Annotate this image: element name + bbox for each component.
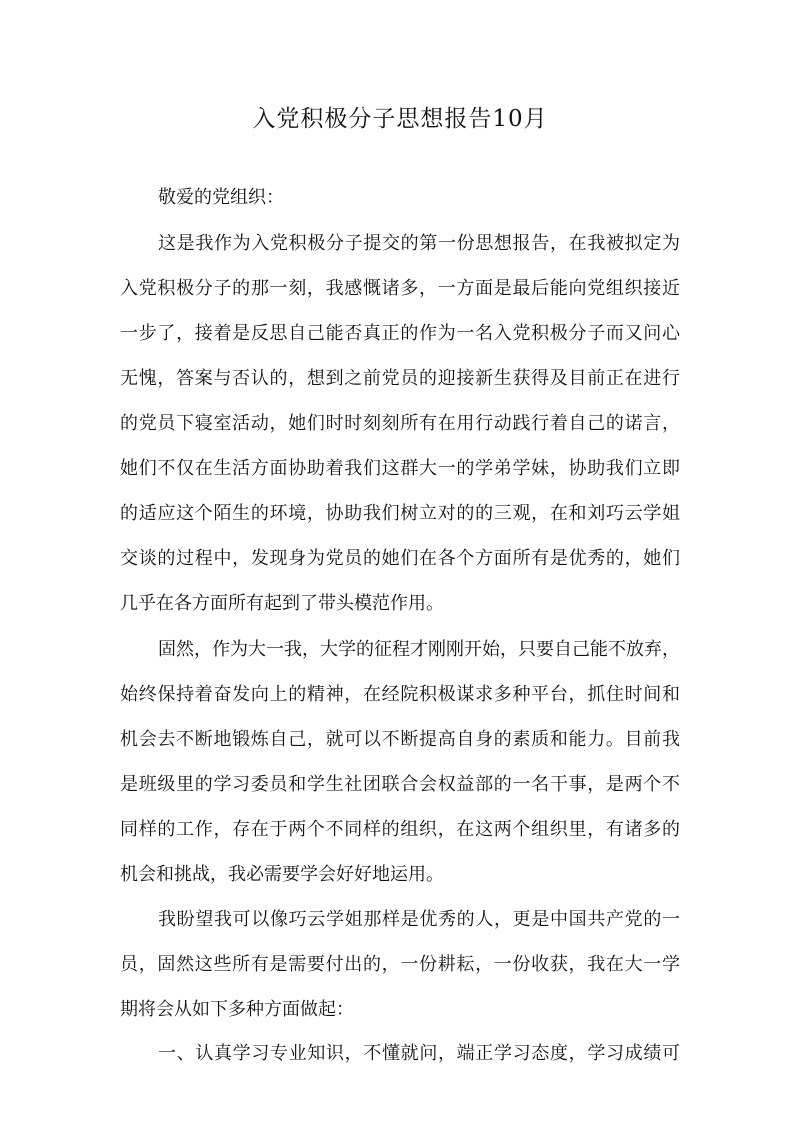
document-title: 入党积极分子思想报告10月 — [252, 106, 548, 132]
paragraph-2-line-4: 是班级里的学习委员和学生社团联合会权益部的一名干事，是两个不 — [120, 774, 680, 795]
paragraph-1-line-1: 这是我作为入党积极分子提交的第一份思想报告，在我被拟定为 — [158, 233, 680, 254]
paragraph-2-line-3: 机会去不断地锻炼自己，就可以不断提高自身的素质和能力。目前我 — [120, 729, 680, 750]
paragraph-1-line-6: 她们不仅在生活方面协助着我们这群大一的学弟学妹，协助我们立即 — [120, 458, 680, 479]
paragraph-2-line-6: 机会和挑战，我必需要学会好好地运用。 — [120, 864, 444, 885]
paragraph-1-line-8: 交谈的过程中，发现身为党员的她们在各个方面所有是优秀的，她们 — [120, 548, 680, 569]
paragraph-1-line-7: 的适应这个陌生的环境，协助我们树立对的的三观，在和刘巧云学姐 — [120, 503, 680, 524]
salutation: 敬爱的党组织： — [158, 187, 284, 208]
paragraph-2-line-2: 始终保持着奋发向上的精神，在经院积极谋求多种平台，抓住时间和 — [120, 684, 680, 705]
paragraph-1-line-9: 几乎在各方面所有起到了带头模范作用。 — [120, 593, 444, 614]
paragraph-1-line-5: 的党员下寝室活动，她们时时刻刻所有在用行动践行着自己的诺言， — [120, 413, 680, 434]
paragraph-2-line-5: 同样的工作，存在于两个不同样的组织，在这两个组织里，有诸多的 — [120, 819, 680, 840]
paragraph-3-line-2: 员，固然这些所有是需要付出的，一份耕耘，一份收获，我在大一学 — [120, 954, 680, 975]
paragraph-3-line-1: 我盼望我可以像巧云学姐那样是优秀的人，更是中国共产党的一 — [158, 909, 680, 930]
paragraph-1-line-2: 入党积极分子的那一刻，我感慨诸多，一方面是最后能向党组织接近 — [120, 278, 680, 299]
paragraph-1-line-4: 无愧，答案与否认的，想到之前党员的迎接新生获得及目前正在进行 — [120, 368, 680, 389]
paragraph-4-line-1: 一、认真学习专业知识，不懂就问，端正学习态度，学习成绩可 — [158, 1043, 680, 1064]
paragraph-1-line-3: 一步了，接着是反思自己能否真正的作为一名入党积极分子而又问心 — [120, 323, 680, 344]
paragraph-2-line-1: 固然，作为大一我，大学的征程才刚刚开始，只要自己能不放弃， — [158, 639, 680, 660]
paragraph-3-line-3: 期将会从如下多种方面做起： — [120, 999, 354, 1020]
